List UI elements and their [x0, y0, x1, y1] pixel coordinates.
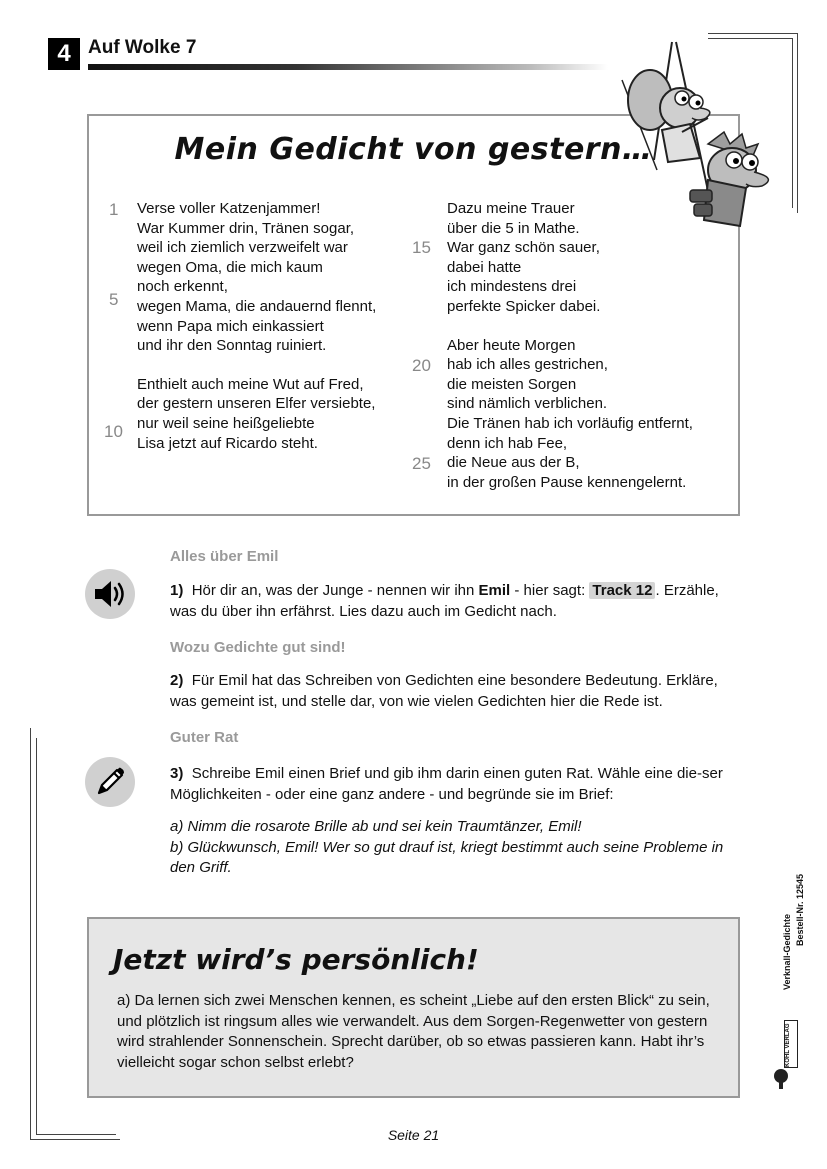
poem-line: Dazu meine Trauer [447, 200, 575, 217]
track-label: Track 12 [589, 582, 655, 599]
poem-line: War Kummer drin, Tränen sogar, [137, 219, 355, 237]
chapter-title: Auf Wolke 7 [88, 37, 197, 58]
poem-line: Enthielt auch meine Wut auf Fred, [137, 375, 364, 393]
speaker-icon [85, 569, 135, 619]
chapter-number: 4 [48, 38, 80, 70]
section-heading-rat: Guter Rat [170, 729, 239, 746]
task-text: Hör dir an, was der Junge - nennen wir ihn [191, 582, 475, 599]
frame-line [797, 33, 798, 213]
section-heading-gedichte: Wozu Gedichte gut sind! [170, 639, 346, 656]
task-text: . Erzähle, was du über ihn erfährst. Lies dazu auch im Gedicht nach. [170, 582, 719, 620]
line-number: 1 [109, 200, 119, 219]
frame-line [708, 38, 792, 39]
task-3 [170, 763, 740, 805]
task-text: Für Emil hat das Schreiben von Gedichten eine besondere Bedeutung. Erkläre, was gemeint ist, und stelle dar, von wie vielen Gedichten hier die Rede ist. [170, 672, 718, 710]
task-2 [170, 670, 740, 712]
task-text: Schreibe Emil einen Brief und gib ihm darin einen guten Rat. Wähle eine die-ser Möglichkeiten - oder eine ganz andere - und begründe sie im Brief: [170, 765, 723, 803]
tree-icon [770, 1068, 792, 1090]
poem-line: weil ich ziemlich verzweifelt war [137, 239, 348, 257]
line-number: 10 [104, 422, 123, 441]
option-b: b) Glückwunsch, Emil! Wer so gut drauf ist, kriegt bestimmt auch seine Probleme in den Griff. [170, 838, 724, 876]
task-number: 1) [170, 582, 184, 599]
poem-line: Verse voller Katzenjammer! [137, 200, 321, 217]
poem-title: Mein Gedicht von gestern… [174, 132, 653, 167]
advice-options [170, 817, 730, 879]
frame-line [30, 728, 31, 1140]
header-bar [88, 64, 608, 70]
line-number: 5 [109, 290, 119, 309]
section-heading-emil: Alles über Emil [170, 548, 279, 565]
publisher-name: KOHL VERLAG [785, 1023, 791, 1067]
poem-line: in der großen Pause kennengelernt. [447, 473, 687, 491]
poem-line: wegen Mama, die andauernd flennt, [137, 297, 377, 315]
poem-line: hab ich alles gestrichen, [447, 356, 608, 374]
poem-line: und ihr den Sonntag ruiniert. [137, 337, 327, 355]
frame-line [708, 33, 798, 34]
line-number: 25 [412, 454, 431, 473]
line-number: 15 [412, 238, 431, 257]
poem-line: wegen Oma, die mich kaum [137, 258, 323, 276]
page-number: Seite 21 [387, 1127, 440, 1143]
personal-title: Jetzt wird’s persönlich! [113, 943, 479, 976]
poem-right-column [447, 199, 693, 492]
option-a: a) Nimm die rosarote Brille ab und sei kein Traumtänzer, Emil! [170, 818, 582, 835]
poem-line: die Neue aus der B, [447, 454, 580, 472]
frame-line [792, 38, 793, 208]
line-number: 20 [412, 356, 431, 375]
personal-text: a) Da lernen sich zwei Menschen kennen, es scheint „Liebe auf den ersten Blick“ zu sein, und plötzlich ist ringsum alles wie verwandelt. Aus dem Sorgen-Regenwetter von gestern wird strahlender Sonnenschein. Sprecht darüber, ob so etwas passieren kann. Habt ihr’s vielleicht sogar schon selbst erlebt? [117, 992, 710, 1071]
poem-line: noch erkennt, [137, 278, 228, 296]
poem-line: wenn Papa mich einkassiert [137, 317, 324, 335]
poem-line: denn ich hab Fee, [447, 434, 568, 452]
poem-line: die meisten Sorgen [447, 375, 577, 393]
poem-line: dabei hatte [447, 258, 522, 276]
pencil-icon [85, 757, 135, 807]
task-number: 2) [170, 672, 184, 689]
poem-line: Lisa jetzt auf Ricardo steht. [137, 434, 318, 452]
poem-line: Aber heute Morgen [447, 336, 576, 354]
poem-line: der gestern unseren Elfer versiebte, [137, 395, 376, 413]
task-number: 3) [170, 765, 184, 782]
poem-line: sind nämlich verblichen. [447, 395, 608, 413]
poem-line: nur weil seine heißgeliebte [137, 414, 315, 432]
task-1 [170, 580, 740, 622]
poem-line: ich mindestens drei [447, 278, 577, 296]
order-number: Bestell-Nr. 12545 [795, 873, 805, 946]
frame-line [36, 738, 37, 1134]
task-text: - hier sagt: [514, 582, 586, 599]
poem-line: über die 5 in Mathe. [447, 219, 580, 237]
emil-name: Emil [478, 582, 511, 599]
poem-line: War ganz schön sauer, [447, 239, 600, 257]
poem-line: Die Tränen hab ich vorläufig entfernt, [447, 414, 693, 432]
swing-kids-illustration [612, 40, 782, 230]
poem-left-column [137, 199, 376, 453]
book-title: Verknall-Gedichte [782, 913, 792, 990]
personal-box [87, 917, 740, 1098]
poem-line: perfekte Spicker dabei. [447, 297, 601, 315]
